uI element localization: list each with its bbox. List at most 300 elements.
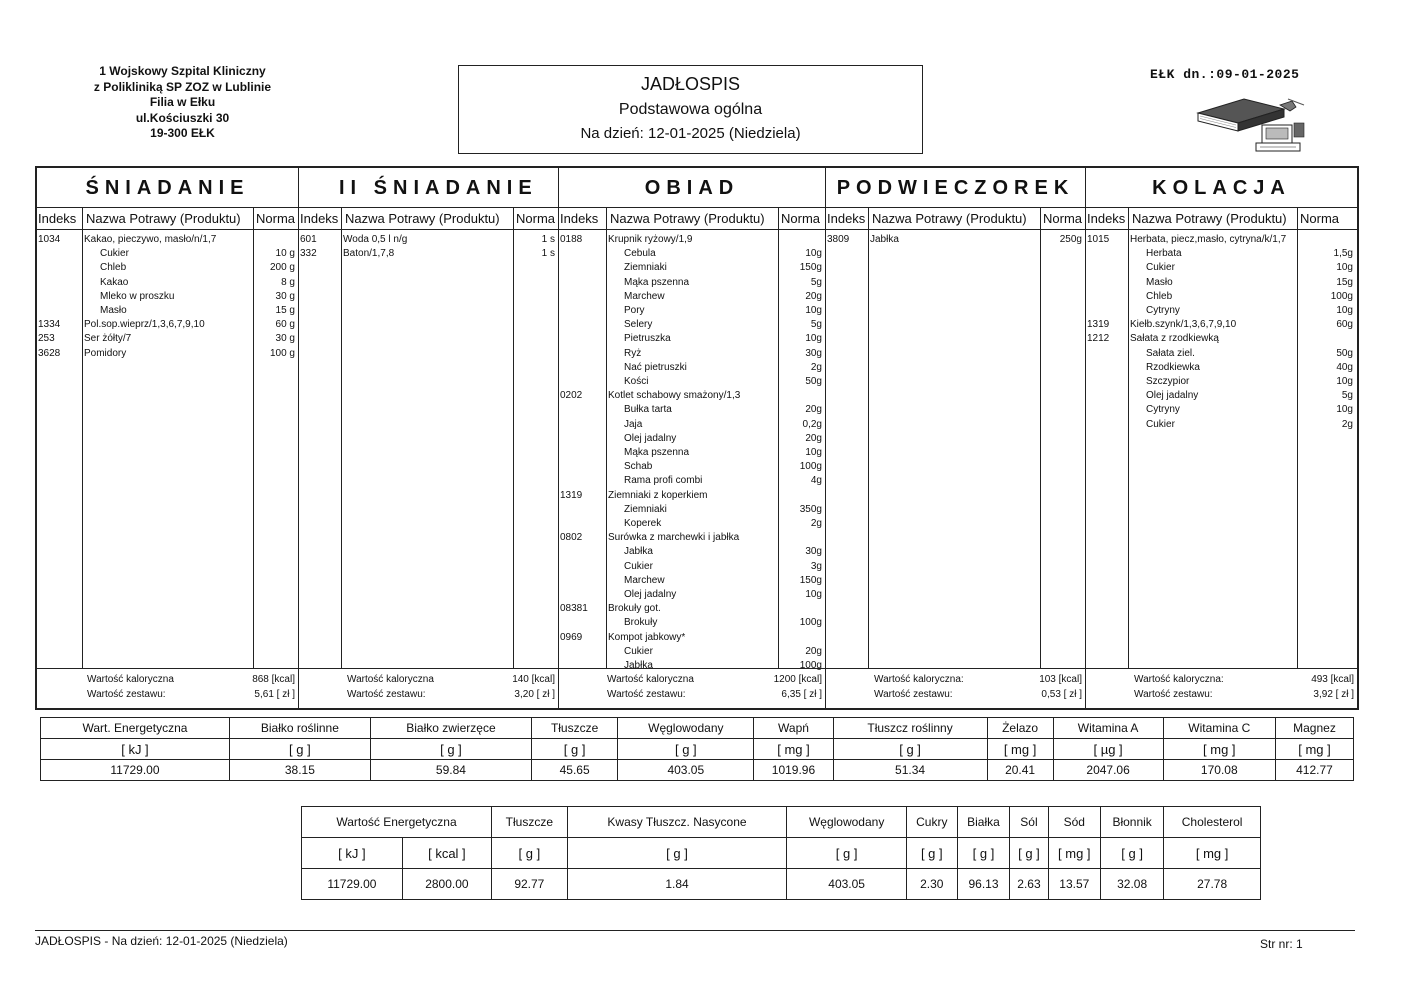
norm-value: 2g (810, 518, 822, 529)
ingredient-name: Jabłka (624, 546, 653, 558)
calorie-value: 493 [kcal] (1311, 674, 1354, 685)
menu-table (35, 166, 1359, 710)
ingredient-name: Rama profi combi (624, 475, 703, 487)
norm-value: 5g (810, 319, 822, 331)
nutrition-header-cell: Węglowodany (618, 718, 754, 739)
nutrition-value-cell: 2047.06 (1053, 760, 1163, 781)
header-name: Nazwa Potrawy (Produktu) (345, 211, 500, 226)
nutrition-header-cell: Wartość Energetyczna (302, 807, 492, 838)
calorie-label: Wartość kaloryczna: (1134, 674, 1224, 685)
nutrition-header-cell: Witamina C (1163, 718, 1275, 739)
nutrition-header-cell: Magnez (1275, 718, 1353, 739)
nutrition-value-cell: 20.41 (987, 760, 1053, 781)
cost-value: 5,61 [ zł ] (254, 689, 295, 700)
dish-name: Krupnik ryżowy/1,9 (608, 234, 693, 245)
ingredient-name: Pory (624, 305, 645, 316)
norm-value: 100 g (269, 347, 295, 359)
ingredient-row (1086, 418, 1357, 432)
meal-column-ii-sniadanie (299, 168, 559, 708)
nutrition-unit-cell: [ mg ] (754, 739, 833, 760)
dish-name: Ziemniaki z koperkiem (608, 489, 708, 501)
dish-index: 3809 (827, 234, 850, 245)
nutrition-value-cell: 403.05 (618, 760, 754, 781)
norm-value: 30g (805, 347, 822, 359)
nutrition-value-cell: 2.30 (906, 869, 957, 900)
header-norm: Norma (256, 211, 296, 226)
ingredient-row (559, 290, 825, 304)
ingredient-row (559, 276, 825, 290)
dish-name: Brokuły got. (608, 603, 661, 615)
norm-value: 4g (810, 475, 822, 487)
ingredient-name: Mleko w proszku (100, 290, 175, 302)
cost-value: 0,53 [ zł ] (1041, 689, 1082, 700)
nutrition-unit-cell: [ mg ] (1275, 739, 1353, 760)
nutrition-header-cell: Wapń (754, 718, 833, 739)
ingredient-name: Nać pietruszki (624, 361, 687, 373)
norm-value: 100g (799, 461, 822, 473)
ingredient-row (1086, 361, 1357, 375)
dish-index: 332 (300, 248, 317, 260)
nutrition-unit-cell: [ mg ] (1048, 838, 1101, 869)
norm-value: 10g (1336, 305, 1353, 316)
ingredient-name: Cukier (100, 248, 129, 260)
menu-date: Na dzień: 12-01-2025 (Niedziela) (580, 125, 801, 142)
nutrition-value-cell: 59.84 (370, 760, 531, 781)
ingredient-row (1086, 375, 1357, 389)
ingredient-name: Cukier (624, 645, 653, 657)
nutrition-units-row (302, 838, 1261, 869)
nutrition-value-cell: 27.78 (1164, 869, 1261, 900)
dish-index: 0202 (560, 390, 583, 402)
ingredient-name: Pietruszka (624, 333, 671, 345)
norm-value: 100g (799, 617, 822, 629)
dish-list (299, 230, 558, 667)
dish-index: 1319 (560, 489, 583, 501)
calorie-value: 140 [kcal] (512, 674, 555, 685)
norm-value: 1 s (541, 248, 555, 260)
header-norm: Norma (516, 211, 556, 226)
nutrition-unit-cell: [ g ] (833, 739, 987, 760)
ingredient-row (37, 261, 298, 275)
norm-value: 10g (1336, 376, 1353, 387)
ingredient-row (559, 545, 825, 559)
meal-summary (826, 668, 1085, 708)
ingredient-row (559, 517, 825, 531)
meal-column-obiad (559, 168, 826, 708)
norm-value: 2g (1341, 418, 1353, 430)
norm-value: 50g (805, 376, 822, 387)
dish-row (1086, 332, 1357, 346)
norm-value: 5g (1341, 390, 1353, 402)
norm-value: 10g (805, 333, 822, 345)
ingredient-row (1086, 247, 1357, 261)
nutrition-value-cell: 45.65 (532, 760, 618, 781)
dish-row (1086, 318, 1357, 332)
nutrition-unit-cell: [ g ] (1010, 838, 1048, 869)
nutrition-value-cell: 51.34 (833, 760, 987, 781)
ingredient-name: Olej jadalny (624, 589, 677, 600)
header-norm: Norma (1300, 211, 1340, 226)
norm-value: 10g (805, 305, 822, 316)
norm-value: 30 g (275, 333, 295, 345)
nutrition-unit-cell: [ mg ] (1163, 739, 1275, 760)
meal-column-kolacja (1086, 168, 1357, 708)
nutrition-value-cell: 1.84 (567, 869, 787, 900)
ingredient-row (1086, 403, 1357, 417)
dish-name: Kompot jabkowy* (608, 631, 686, 643)
dish-row (37, 332, 298, 346)
norm-value: 10g (805, 447, 822, 458)
norm-value: 10g (1336, 262, 1353, 274)
ingredient-row (559, 375, 825, 389)
meal-column-sniadanie (37, 168, 299, 708)
nutrition-unit-cell: [ g ] (957, 838, 1010, 869)
dish-index: 1212 (1087, 333, 1110, 345)
dish-row (559, 631, 825, 645)
header-index: Indeks (1087, 211, 1126, 226)
dish-index: 253 (38, 333, 55, 345)
header-name: Nazwa Potrawy (Produktu) (1132, 211, 1287, 226)
dish-row (559, 602, 825, 616)
dish-list (826, 230, 1085, 667)
hospital-line: 1 Wojskowy Szpital Kliniczny (99, 64, 266, 78)
nutrition-header-cell: Białko roślinne (229, 718, 370, 739)
dish-index: 1334 (38, 319, 61, 331)
dish-row (559, 233, 825, 247)
nutrition-value-cell: 38.15 (229, 760, 370, 781)
header-norm: Norma (781, 211, 821, 226)
dish-index: 0969 (560, 631, 583, 643)
ingredient-name: Olej jadalny (624, 432, 677, 444)
norm-value: 1 s (541, 234, 555, 245)
calorie-label: Wartość kaloryczna (87, 674, 174, 685)
dish-index: 601 (300, 234, 317, 245)
nutrition-header-cell: Witamina A (1053, 718, 1163, 739)
nutrition-unit-cell: [ mg ] (987, 739, 1053, 760)
ingredient-name: Selery (624, 319, 653, 331)
ingredient-row (559, 361, 825, 375)
nutrition-values-row (302, 869, 1261, 900)
norm-value: 10g (805, 589, 822, 600)
hospital-address (70, 64, 295, 142)
ingredient-name: Cebula (624, 248, 656, 260)
nutrition-unit-cell: [ g ] (618, 739, 754, 760)
norm-value: 10 g (275, 248, 295, 260)
ingredient-row (37, 276, 298, 290)
meal-title: ŚNIADANIE (37, 168, 298, 208)
ingredient-row (559, 560, 825, 574)
norm-value: 100g (799, 660, 822, 671)
ingredient-row (559, 460, 825, 474)
nutrition-header-cell: Węglowodany (787, 807, 907, 838)
header-name: Nazwa Potrawy (Produktu) (872, 211, 1027, 226)
norm-value: 200 g (269, 262, 295, 274)
ingredient-row (1086, 389, 1357, 403)
page-title: JADŁOSPIS (640, 74, 741, 94)
ingredient-name: Ziemniaki (624, 503, 667, 515)
nutrition-header-cell: Wart. Energetyczna (41, 718, 230, 739)
dish-name: Kiełb.szynk/1,3,6,7,9,10 (1130, 319, 1237, 331)
ingredient-row (559, 247, 825, 261)
norm-value: 10g (1336, 404, 1353, 416)
ingredient-name: Masło (100, 305, 127, 316)
nutrition-header-cell: Białko zwierzęce (370, 718, 531, 739)
ingredient-name: Cytryny (1146, 404, 1180, 416)
norm-value: 150g (799, 574, 822, 586)
meal-summary (559, 668, 825, 708)
dish-name: Ser żółty/7 (84, 333, 132, 345)
nutrition-value-cell: 11729.00 (41, 760, 230, 781)
column-header-row (826, 208, 1085, 230)
ingredient-name: Masło (1146, 276, 1173, 288)
dish-row (1086, 233, 1357, 247)
ingredient-row (559, 588, 825, 602)
nutrition-header-cell: Sód (1048, 807, 1101, 838)
cost-label: Wartość zestawu: (347, 689, 426, 700)
ingredient-name: Schab (624, 461, 653, 473)
nutrition-header-cell: Tłuszcze (491, 807, 567, 838)
dish-name: Pol.sop.wieprz/1,3,6,7,9,10 (84, 319, 205, 331)
dish-index: 0802 (560, 532, 583, 544)
nutrition-header-cell: Cukry (906, 807, 957, 838)
calorie-value: 103 [kcal] (1039, 674, 1082, 685)
column-header-row (37, 208, 298, 230)
ingredient-name: Olej jadalny (1146, 390, 1199, 402)
title-box (458, 65, 923, 154)
ingredient-row (559, 418, 825, 432)
dish-name: Jabłka (870, 234, 899, 245)
ingredient-row (37, 304, 298, 318)
nutrition-header-cell: Tłuszcze (532, 718, 618, 739)
document-date: EŁK dn.:09-01-2025 (1150, 67, 1300, 82)
nutrition-values-row (41, 760, 1354, 781)
calorie-value: 868 [kcal] (252, 674, 295, 685)
dish-name: Surówka z marchewki i jabłka (608, 532, 740, 544)
dish-name: Kotlet schabowy smażony/1,3 (608, 390, 741, 402)
meal-title: II ŚNIADANIE (299, 168, 558, 208)
dish-row (559, 531, 825, 545)
column-header-row (299, 208, 558, 230)
norm-value: 15g (1336, 276, 1353, 288)
norm-value: 20g (805, 645, 822, 657)
nutrition-unit-cell: [ g ] (491, 838, 567, 869)
nutrition-unit-cell: [ mg ] (1164, 838, 1261, 869)
norm-value: 60g (1336, 319, 1353, 331)
ingredient-name: Bułka tarta (624, 404, 672, 416)
nutrition-header-cell: Sól (1010, 807, 1048, 838)
norm-value: 30 g (275, 290, 295, 302)
nutrition-header-cell: Cholesterol (1164, 807, 1261, 838)
footer-divider (35, 930, 1355, 931)
ingredient-name: Jabłka (624, 660, 653, 671)
dish-row (559, 489, 825, 503)
ingredient-name: Herbata (1146, 248, 1182, 260)
nutrition-headers-row (302, 807, 1261, 838)
ingredient-row (559, 261, 825, 275)
nutrition-unit-cell: [ kcal ] (402, 838, 491, 869)
page-number: Str nr: 1 (1260, 937, 1303, 951)
ingredient-row (559, 332, 825, 346)
norm-value: 60 g (275, 319, 295, 331)
norm-value: 8 g (281, 276, 295, 288)
nutrition-header-cell: Błonnik (1101, 807, 1164, 838)
nutrition-header-cell: Białka (957, 807, 1010, 838)
ingredient-name: Brokuły (624, 617, 658, 629)
nutrition-value-cell: 1019.96 (754, 760, 833, 781)
ingredient-name: Koperek (624, 518, 662, 529)
dish-row (299, 247, 558, 261)
nutrition-value-cell: 403.05 (787, 869, 907, 900)
norm-value: 250g (1059, 234, 1082, 245)
ingredient-name: Chleb (100, 262, 127, 274)
dish-row (37, 233, 298, 247)
ingredient-row (37, 247, 298, 261)
nutrition-unit-cell: [ g ] (787, 838, 907, 869)
nutrition-value-cell: 32.08 (1101, 869, 1164, 900)
ingredient-name: Ryż (624, 347, 642, 359)
nutrition-unit-cell: [ g ] (1101, 838, 1164, 869)
meal-column-podwieczorek (826, 168, 1086, 708)
nutrition-headers-row (41, 718, 1354, 739)
calorie-label: Wartość kaloryczna (607, 674, 694, 685)
calorie-value: 1200 [kcal] (773, 674, 822, 685)
dish-row (37, 318, 298, 332)
ingredient-row (37, 290, 298, 304)
ingredient-row (559, 616, 825, 630)
nutrition-value-cell: 170.08 (1163, 760, 1275, 781)
norm-value: 1,5g (1333, 248, 1353, 260)
meal-title: OBIAD (559, 168, 825, 208)
cost-label: Wartość zestawu: (1134, 689, 1213, 700)
hospital-line: ul.Kościuszki 30 (135, 110, 230, 125)
cost-label: Wartość zestawu: (874, 689, 953, 700)
ingredient-row (559, 432, 825, 446)
meal-title: PODWIECZOREK (826, 168, 1085, 208)
meal-summary (1086, 668, 1357, 708)
dish-name: Baton/1,7,8 (343, 248, 395, 260)
ingredient-row (559, 574, 825, 588)
cost-value: 3,20 [ zł ] (514, 689, 555, 700)
calorie-label: Wartość kaloryczna: (874, 674, 964, 685)
ingredient-name: Cukier (1146, 262, 1175, 274)
book-computer-logo (1192, 95, 1312, 153)
ingredient-row (559, 403, 825, 417)
norm-value: 350g (799, 503, 822, 515)
dish-row (559, 389, 825, 403)
nutrition-unit-cell: [ g ] (370, 739, 531, 760)
meal-summary (37, 668, 298, 708)
dish-index: 0188 (560, 234, 583, 245)
norm-value: 5g (810, 276, 822, 288)
header-name: Nazwa Potrawy (Produktu) (610, 211, 765, 226)
nutrition-header-cell: Kwasy Tłuszcz. Nasycone (567, 807, 787, 838)
nutrition-value-cell: 13.57 (1048, 869, 1101, 900)
ingredient-row (559, 645, 825, 659)
dish-name: Pomidory (84, 347, 127, 359)
nutrition-value-cell: 96.13 (957, 869, 1010, 900)
ingredient-row (559, 318, 825, 332)
cost-value: 6,35 [ zł ] (781, 689, 822, 700)
dish-list (37, 230, 298, 667)
norm-value: 20g (805, 432, 822, 444)
calorie-label: Wartość kaloryczna (347, 674, 434, 685)
diet-type: Podstawowa ogólna (618, 101, 763, 118)
header-index: Indeks (300, 211, 339, 226)
nutrition-unit-cell: [ kJ ] (302, 838, 403, 869)
ingredient-name: Jaja (624, 418, 643, 430)
ingredient-row (1086, 290, 1357, 304)
nutrition-unit-cell: [ µg ] (1053, 739, 1163, 760)
norm-value: 30g (805, 546, 822, 558)
meal-title: KOLACJA (1086, 168, 1357, 208)
nutrition-value-cell: 92.77 (491, 869, 567, 900)
ingredient-name: Rzodkiewka (1146, 361, 1200, 373)
dish-list (1086, 230, 1357, 667)
norm-value: 50g (1336, 347, 1353, 359)
norm-value: 2g (810, 361, 822, 373)
footer-title: JADŁOSPIS - Na dzień: 12-01-2025 (Niedziela) (35, 934, 288, 948)
norm-value: 15 g (275, 305, 295, 316)
nutrition-value-cell: 2800.00 (402, 869, 491, 900)
nutrition-value-cell: 2.63 (1010, 869, 1048, 900)
header-index: Indeks (827, 211, 866, 226)
nutrition-unit-cell: [ g ] (229, 739, 370, 760)
column-header-row (1086, 208, 1357, 230)
norm-value: 0,2g (802, 418, 822, 430)
norm-value: 150g (799, 262, 822, 274)
ingredient-row (1086, 261, 1357, 275)
dish-index: 3628 (38, 347, 61, 359)
ingredient-row (559, 503, 825, 517)
ingredient-name: Ziemniaki (624, 262, 667, 274)
ingredient-name: Marchew (624, 290, 665, 302)
dish-index: 08381 (560, 603, 588, 615)
nutrition-unit-cell: [ g ] (567, 838, 787, 869)
nutrition-unit-cell: [ g ] (532, 739, 618, 760)
header-index: Indeks (560, 211, 599, 226)
ingredient-row (1086, 304, 1357, 318)
ingredient-name: Kości (624, 376, 649, 387)
dish-index: 1015 (1087, 234, 1110, 245)
norm-value: 10g (805, 248, 822, 260)
dish-index: 1319 (1087, 319, 1110, 331)
norm-value: 3g (810, 560, 822, 572)
ingredient-name: Szczypior (1146, 376, 1190, 387)
dish-row (299, 233, 558, 247)
hospital-line: z Polikliniką SP ZOZ w Lublinie (93, 79, 272, 94)
ingredient-name: Cukier (624, 560, 653, 572)
ingredient-row (559, 446, 825, 460)
hospital-line: 19-300 EŁK (150, 126, 215, 140)
meal-summary (299, 668, 558, 708)
norm-value: 20g (805, 404, 822, 416)
ingredient-name: Mąka pszenna (624, 276, 690, 288)
dish-index: 1034 (38, 234, 61, 245)
ingredient-name: Marchew (624, 574, 665, 586)
ingredient-name: Cukier (1146, 418, 1175, 430)
nutrition-header-cell: Żelazo (987, 718, 1053, 739)
ingredient-row (559, 347, 825, 361)
nutrition-unit-cell: [ kJ ] (41, 739, 230, 760)
cost-value: 3,92 [ zł ] (1313, 689, 1354, 700)
dish-name: Herbata, piecz,masło, cytryna/k/1,7 (1130, 234, 1287, 245)
ingredient-name: Sałata ziel. (1146, 347, 1195, 359)
nutrition-table-2 (301, 806, 1261, 900)
header-name: Nazwa Potrawy (Produktu) (86, 211, 241, 226)
ingredient-name: Kakao (100, 276, 129, 288)
nutrition-value-cell: 11729.00 (302, 869, 403, 900)
ingredient-row (1086, 347, 1357, 361)
